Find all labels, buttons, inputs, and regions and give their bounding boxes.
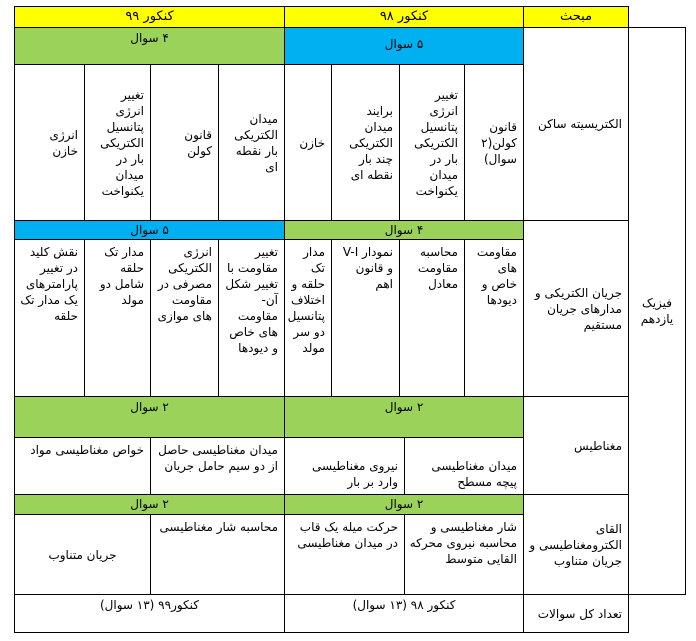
- item-98: مدار تک حلقه و اختلاف پتانسیل دو سر مولد: [284, 239, 332, 397]
- item-99: تغییر انرژی پتانسیل الکتریکی بار در میدان یکنواخت: [84, 64, 151, 221]
- item-98: قانون کولن(۲ سوال): [464, 64, 524, 221]
- item-99: میدان مغناطیسی حاصل از دو سیم حامل جریان: [150, 437, 285, 495]
- item-98: محاسبه مقاومت معادل: [399, 239, 465, 397]
- item-98: نیروی مغناطیسی وارد بر بار: [284, 437, 405, 495]
- header-topic: مبحث: [523, 6, 629, 28]
- topic-static-electricity: الکتریسیته ساکن: [523, 27, 629, 221]
- question-count-98: ۲ سوال: [284, 396, 524, 438]
- item-99: قانون کولن: [150, 64, 219, 221]
- item-98: حرکت میله یک قاب در میدان مغناطیسی: [284, 514, 405, 595]
- item-98: تغییر انرژی پتانسیل الکتریکی بار در میدان یکنواخت: [399, 64, 465, 221]
- item-99: تغییر مقاومت با تغییر شکل آن- مقاومت های خاص و دیودها: [218, 239, 285, 397]
- question-count-99: ۴ سوال: [14, 27, 285, 65]
- question-count-98: ۵ سوال: [284, 27, 524, 65]
- totals-99: کنکور۹۹ (۱۳ سوال): [14, 594, 285, 633]
- question-count-99: ۲ سوال: [14, 396, 285, 438]
- item-99: انرژی الکتریکی مصرفی در مقاومت های موازی: [150, 239, 219, 397]
- header-exam-99: کنکور ۹۹: [14, 6, 285, 28]
- item-99: مدار تک حلقه شامل دو مولد: [84, 239, 151, 397]
- question-count-98: ۲ سوال: [284, 494, 524, 515]
- item-98: خازن: [284, 64, 332, 221]
- item-99: محاسبه شار مغناطیسی: [150, 514, 285, 595]
- topic-magnetism: مغناطیس: [523, 396, 629, 495]
- item-98: نمودار V-I و قانون اهم: [331, 239, 400, 397]
- item-99: نقش کلید در تغییر پارامترهای یک مدار تک حلقه: [14, 239, 85, 397]
- item-99: انرژی خازن: [14, 64, 85, 221]
- item-98: میدان مغناطیسی پیچه مسطح: [404, 437, 524, 495]
- item-98: شار مغناطیسی و محاسبه نیروی محرکه القایی متوسط: [404, 514, 524, 595]
- totals-98: کنکور ۹۸ (۱۳ سوال): [284, 594, 524, 633]
- header-exam-98: کنکور ۹۸: [284, 6, 524, 28]
- grade-cell: فیزیک یازدهم: [628, 27, 686, 595]
- item-99: خواص مغناطیسی مواد: [14, 437, 151, 495]
- topic-electric-current: جریان الکتریکی و مدارهای جریان مستقیم: [523, 220, 629, 397]
- item-98: مقاومت های خاص و دیودها: [464, 239, 524, 397]
- item-99: میدان الکتریکی بار نقطه ای: [218, 64, 285, 221]
- question-count-99: ۵ سوال: [14, 220, 285, 240]
- totals-label: تعداد کل سوالات: [523, 594, 629, 633]
- question-count-99: ۲ سوال: [14, 494, 285, 515]
- topic-induction: القای الکترومغناطیسی و جریان متناوب: [523, 494, 629, 595]
- item-98: برایند میدان الکتریکی چند بار نقطه ای: [331, 64, 400, 221]
- item-99: جریان متناوب: [14, 514, 151, 595]
- question-count-98: ۴ سوال: [284, 220, 524, 240]
